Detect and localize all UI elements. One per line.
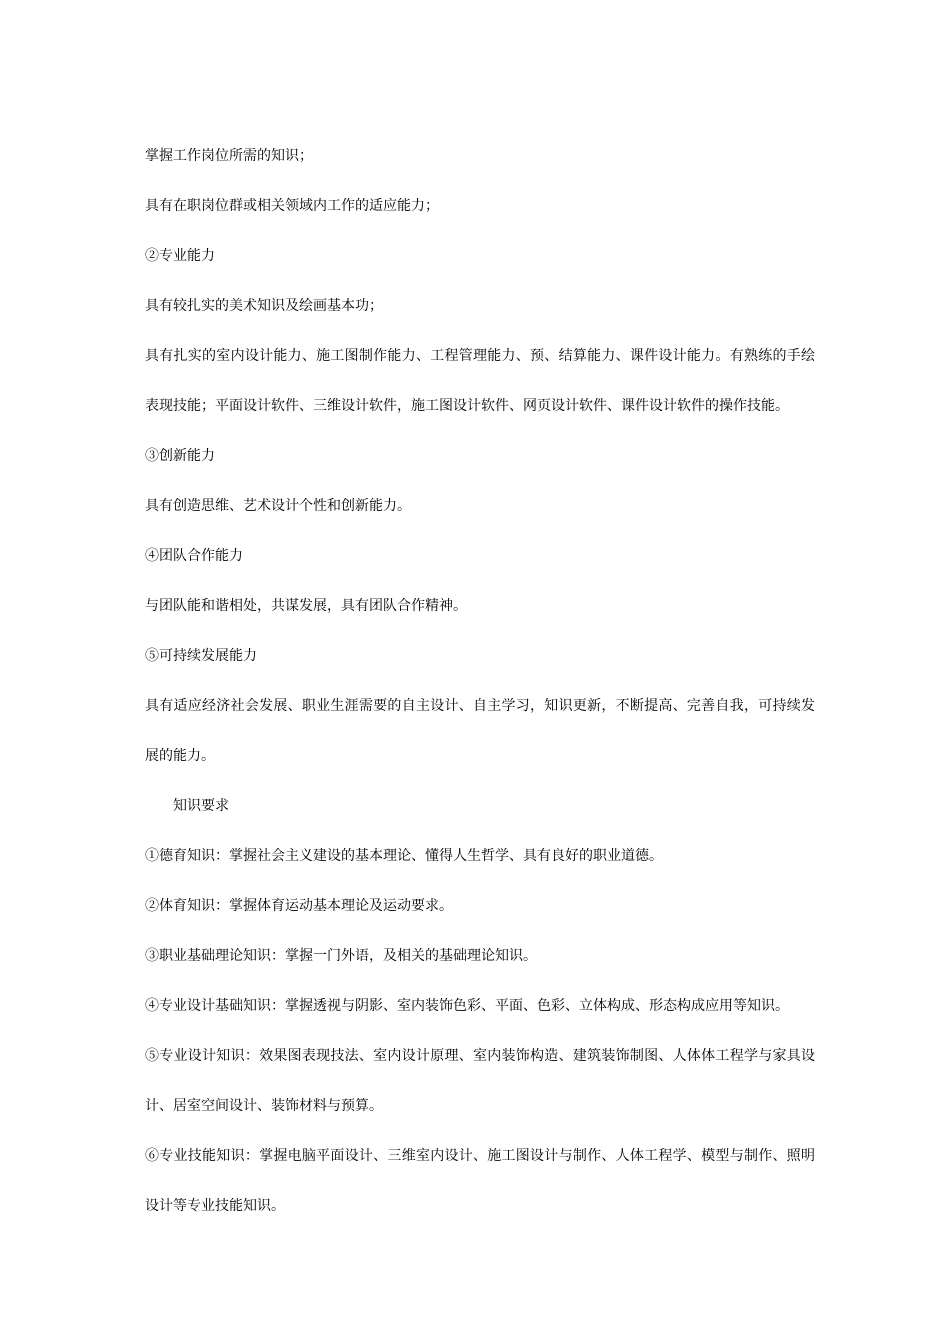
- paragraph: ③职业基础理论知识：掌握一门外语，及相关的基础理论知识。: [145, 948, 537, 964]
- paragraph: ⑥专业技能知识：掌握电脑平面设计、三维室内设计、施工图设计与制作、人体工程学、模型与制作、照明设计等专业技能知识。: [145, 1148, 815, 1214]
- paragraph: 具有较扎实的美术知识及绘画基本功；: [145, 298, 383, 314]
- paragraph: 与团队能和谐相处，共谋发展，具有团队合作精神。: [145, 598, 467, 614]
- paragraph: 具有扎实的室内设计能力、施工图制作能力、工程管理能力、预、结算能力、课件设计能力。有熟练的手绘表现技能；平面设计软件、三维设计软件，施工图设计软件、网页设计软件、课件设计软件的操作技能。: [145, 348, 815, 414]
- paragraph: 具有创造思维、艺术设计个性和创新能力。: [145, 498, 411, 514]
- section-heading: ④团队合作能力: [145, 548, 243, 564]
- section-heading: ③创新能力: [145, 448, 215, 464]
- paragraph: ⑤专业设计知识：效果图表现技法、室内设计原理、室内装饰构造、建筑装饰制图、人体体工程学与家具设计、居室空间设计、装饰材料与预算。: [145, 1048, 815, 1114]
- paragraph: 具有在职岗位群或相关领域内工作的适应能力；: [145, 198, 439, 214]
- paragraph: ②体育知识：掌握体育运动基本理论及运动要求。: [145, 898, 453, 914]
- paragraph: 掌握工作岗位所需的知识；: [145, 148, 313, 164]
- section-heading: ②专业能力: [145, 248, 215, 264]
- document-body: [145, 131, 815, 1231]
- section-heading: 知识要求: [173, 798, 229, 814]
- paragraph: 具有适应经济社会发展、职业生涯需要的自主设计、自主学习，知识更新，不断提高、完善自我，可持续发展的能力。: [145, 698, 815, 764]
- paragraph: ①德育知识：掌握社会主义建设的基本理论、懂得人生哲学、具有良好的职业道德。: [145, 848, 663, 864]
- paragraph: ④专业设计基础知识：掌握透视与阴影、室内装饰色彩、平面、色彩、立体构成、形态构成应用等知识。: [145, 998, 789, 1014]
- section-heading: ⑤可持续发展能力: [145, 648, 257, 664]
